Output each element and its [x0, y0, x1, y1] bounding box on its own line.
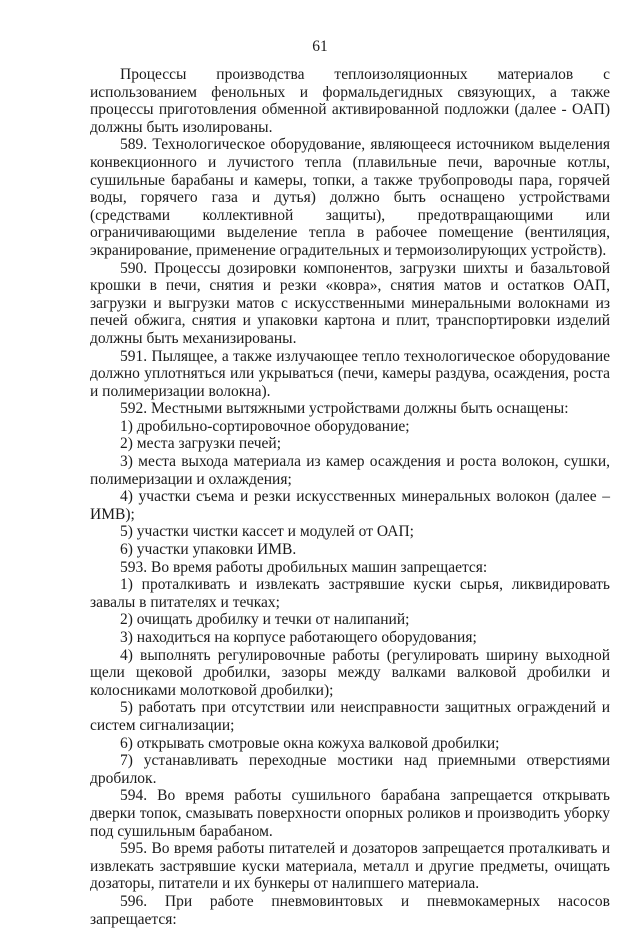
- list-item-592-5: 5) участки чистки кассет и модулей от ОАП;: [120, 523, 414, 541]
- list-item-593-1: 1) проталкивать и извлекать застрявшие куски сырья, ликвидировать завалы в питателях и течках;: [90, 576, 610, 611]
- paragraph-593: 593. Во время работы дробильных машин запрещается:: [120, 558, 488, 576]
- paragraph-595: 595. Во время работы питателей и дозаторов запрещается проталкивать и извлекать застрявшие куски материала, металл и другие предметы, очищать дозаторы, питатели и их бункеры от налипшего материала.: [90, 840, 610, 893]
- paragraph-intro: Процессы производства теплоизоляционных материалов с использованием фенольных и формальдегидных связующих, а также процессы приготовления обменной активированной подложки (далее - ОАП) должны быть изолированы.: [90, 66, 610, 136]
- paragraph-589: 589. Технологическое оборудование, являющееся источником выделения конвекционного и лучистого тепла (плавильные печи, варочные котлы, сушильные барабаны и камеры, топки, а также трубопроводы пара, горячей воды, горячего газа и дутья) должно быть оснащено устройствами (средствами коллективной защиты), предотвращающими или ограничивающими выделение тепла в рабочее помещение (вентиляция, экранирование, применение оградительных и термоизолирующих устройств).: [90, 136, 610, 259]
- list-item-593-4: 4) выполнять регулировочные работы (регулировать ширину выходной щели щековой дробилки, зазоры между валками валковой дробилки и колосниками молотковой дробилки);: [90, 646, 610, 699]
- paragraph-596: 596. При работе пневмовинтовых и пневмокамерных насосов запрещается:: [90, 892, 610, 928]
- paragraph-592: 592. Местными вытяжными устройствами должны быть оснащены:: [120, 400, 569, 418]
- page-number: 61: [312, 38, 328, 55]
- list-item-592-1: 1) дробильно-сортировочное оборудование;: [120, 417, 410, 435]
- paragraph-590: 590. Процессы дозировки компонентов, загрузки шихты и базальтовой крошки в печи, снятия и резки «ковра», снятия матов и остатков ОАП, загрузки и выгрузки матов с искусственными минеральными волокнами из печей обжига, снятия и упаковки картона и плит, транспортировки изделий должны быть механизированы.: [90, 259, 610, 347]
- list-item-592-3: 3) места выхода материала из камер осаждения и роста волокон, сушки, полимеризации и охлаждения;: [90, 453, 610, 488]
- paragraph-594: 594. Во время работы сушильного барабана запрещается открывать дверки топок, смазывать поверхности опорных роликов и производить уборку под сушильным барабаном.: [90, 787, 610, 840]
- list-item-593-6: 6) открывать смотровые окна кожуха валковой дробилки;: [120, 734, 500, 752]
- list-item-592-2: 2) места загрузки печей;: [120, 435, 282, 453]
- list-item-593-5: 5) работать при отсутствии или неисправности защитных ограждений и систем сигнализации;: [90, 699, 610, 734]
- page-body: [90, 66, 610, 928]
- list-item-592-6: 6) участки упаковки ИМВ.: [120, 541, 297, 559]
- list-item-593-2: 2) очищать дробилку и течки от налипаний;: [120, 611, 410, 629]
- list-item-593-7: 7) устанавливать переходные мостики над приемными отверстиями дробилок.: [90, 752, 610, 787]
- paragraph-591: 591. Пылящее, а также излучающее тепло технологическое оборудование должно уплотняться или укрываться (печи, камеры раздува, осаждения, роста и полимеризации волокна).: [90, 347, 610, 400]
- list-item-592-4: 4) участки съема и резки искусственных минеральных волокон (далее – ИМВ);: [90, 488, 610, 523]
- list-item-593-3: 3) находиться на корпусе работающего оборудования;: [120, 629, 477, 646]
